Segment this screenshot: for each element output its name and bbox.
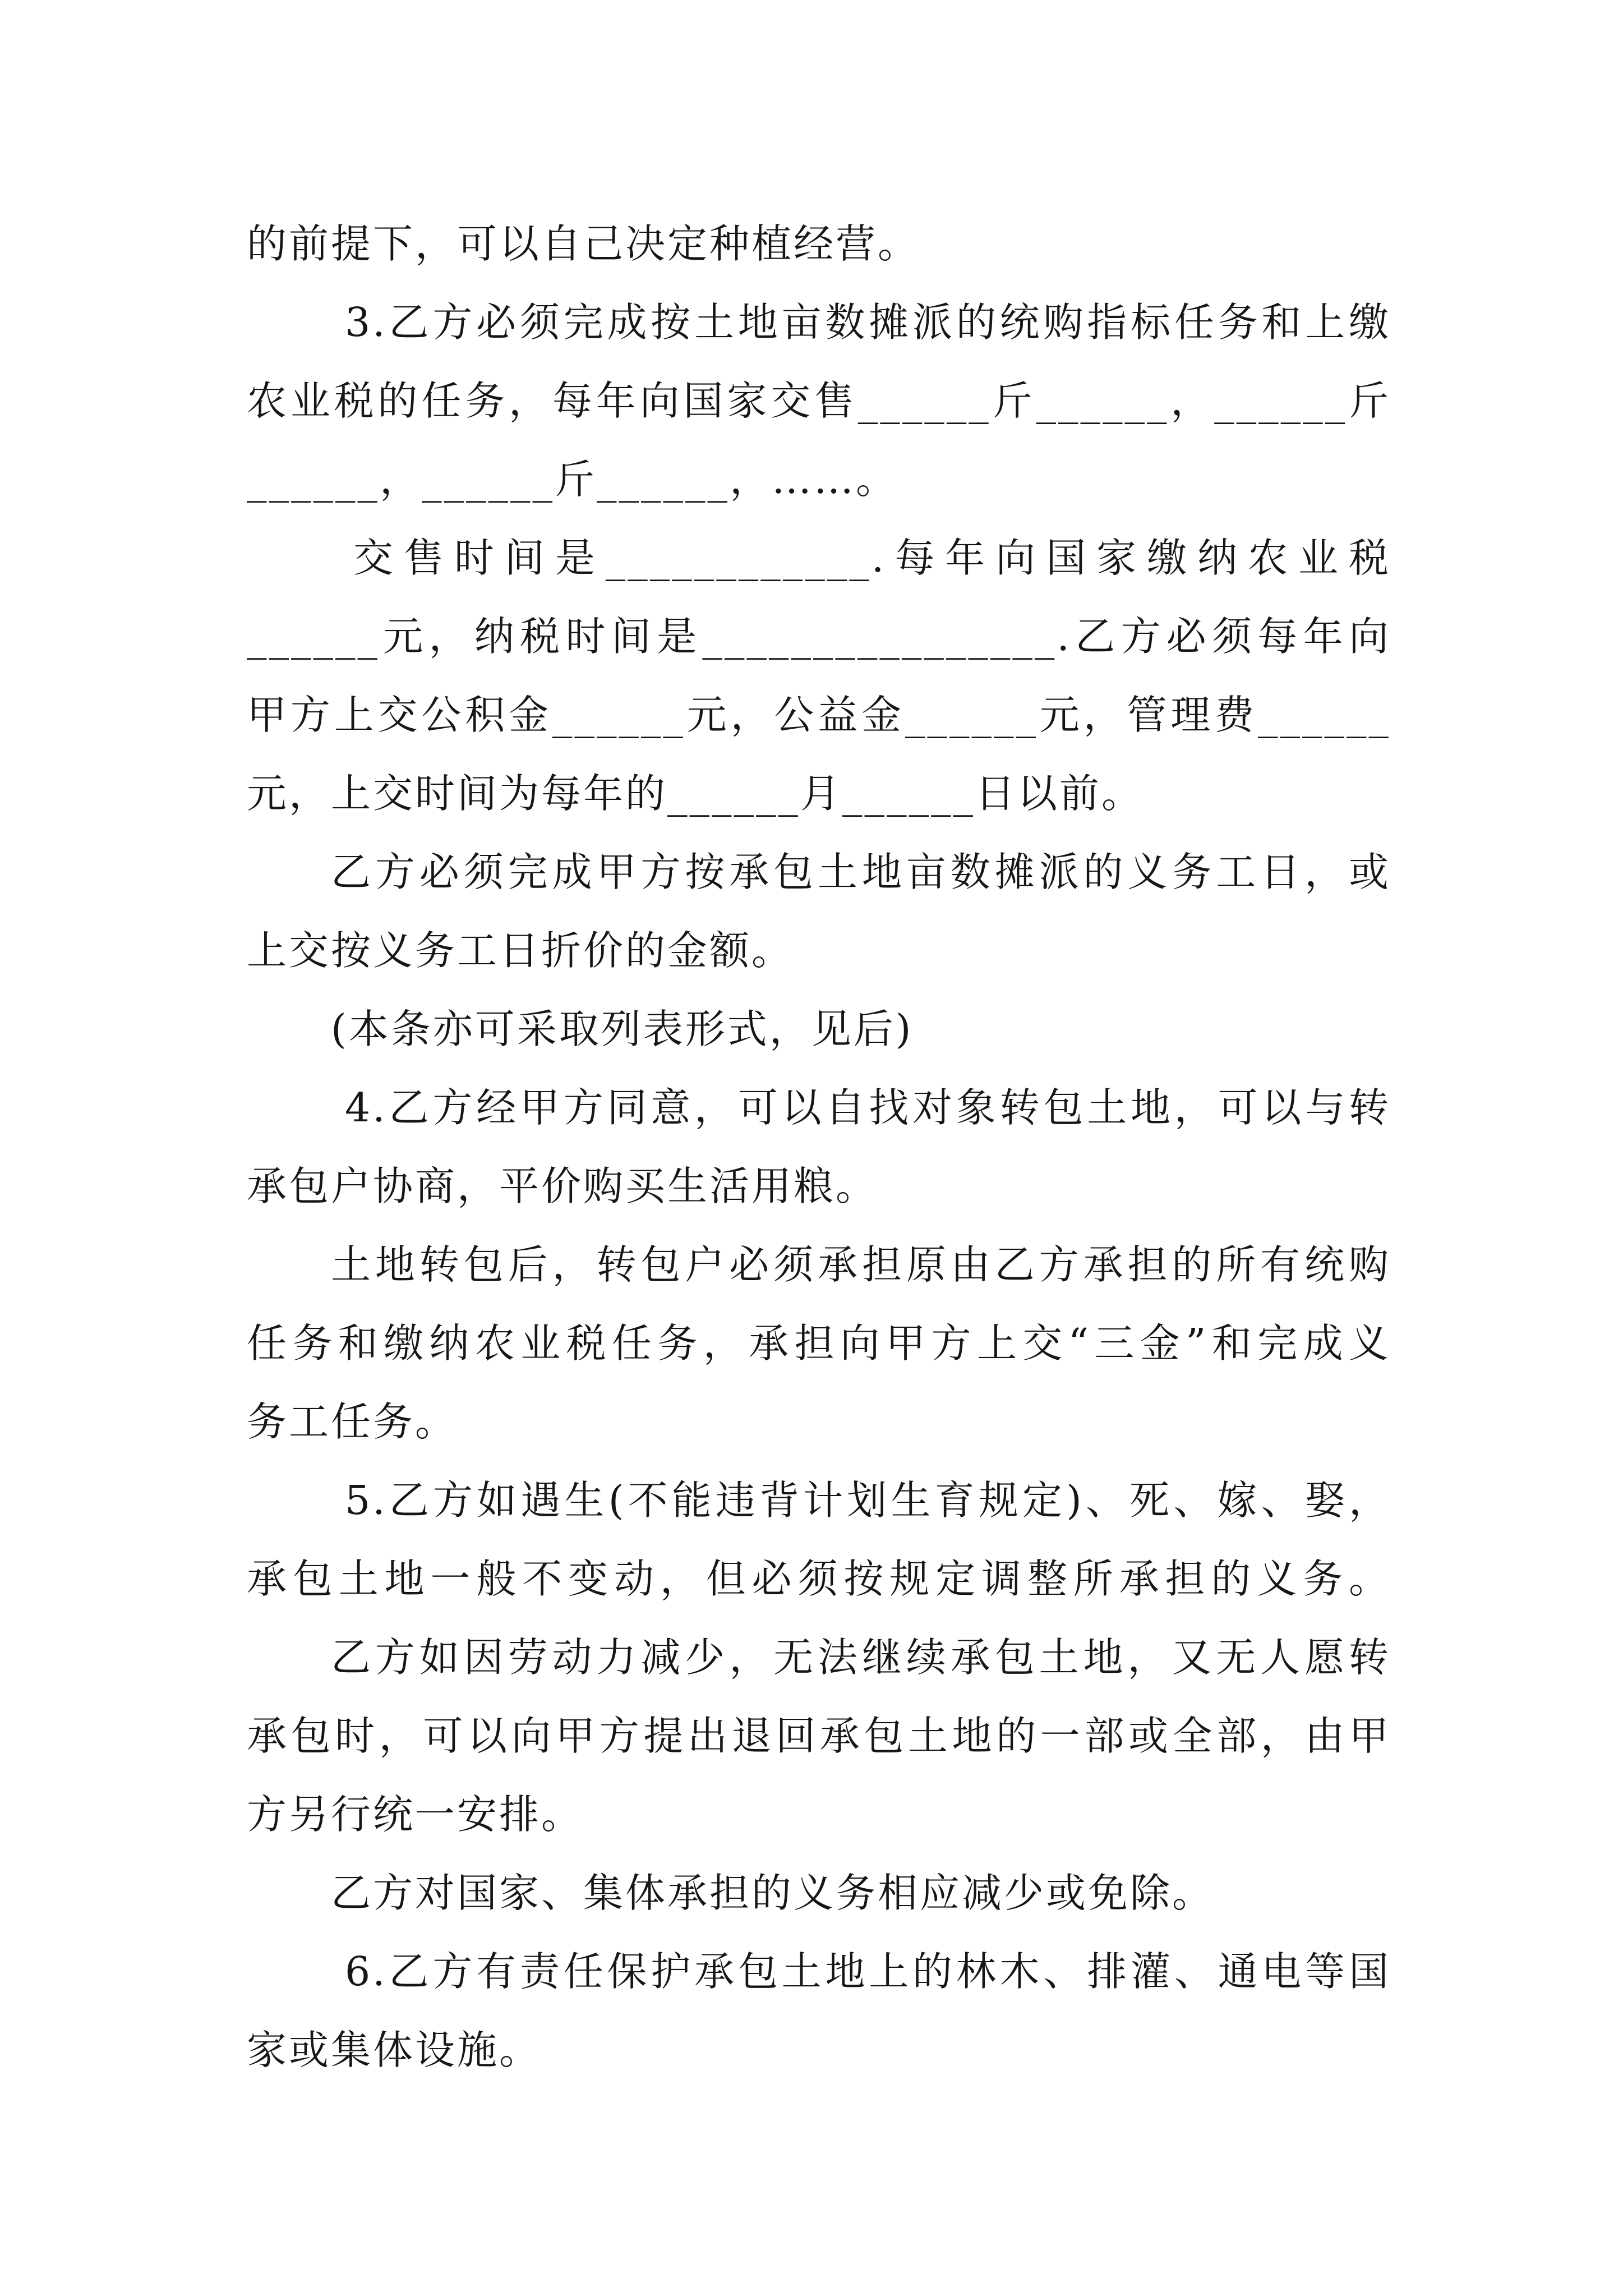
text-line: 交售时间是____________.每年向国家缴纳农业税 xyxy=(353,535,1391,581)
text-line: 任务和缴纳农业税任务，承担向甲方上交“三金”和完成义 xyxy=(247,1320,1391,1366)
text-line: 乙方如因劳动力减少，无法继续承包土地，又无人愿转 xyxy=(331,1634,1391,1681)
text-line: 务工任务。 xyxy=(247,1398,458,1445)
text-line: 4.乙方经甲方同意，可以自找对象转包土地，可以与转 xyxy=(345,1084,1391,1131)
text-line: 甲方上交公积金______元，公益金______元，管理费______ xyxy=(247,692,1391,738)
text-line: 6.乙方有责任保护承包土地上的林木、排灌、通电等国 xyxy=(345,1948,1391,1995)
text-line: 承包户协商，平价购买生活用粮。 xyxy=(247,1163,878,1209)
text-line: 承包土地一般不变动，但必须按规定调整所承担的义务。 xyxy=(247,1556,1391,1602)
text-line: 乙方对国家、集体承担的义务相应减少或免除。 xyxy=(331,1870,1215,1916)
text-line: 5.乙方如遇生(不能违背计划生育规定)、死、嫁、娶， xyxy=(345,1477,1391,1524)
text-line: 方另行统一安排。 xyxy=(247,1791,584,1838)
text-line: 承包时，可以向甲方提出退回承包土地的一部或全部，由甲 xyxy=(247,1713,1391,1759)
text-line: 3.乙方必须完成按土地亩数摊派的统购指标任务和上缴 xyxy=(345,299,1391,346)
text-line: (本条亦可采取列表形式，见后) xyxy=(331,1006,914,1052)
text-line: 土地转包后，转包户必须承担原由乙方承担的所有统购 xyxy=(331,1241,1391,1288)
text-line: ______元，纳税时间是________________.乙方必须每年向 xyxy=(247,613,1391,660)
text-line: ______，______斤______，……。 xyxy=(247,456,898,503)
text-line: 元，上交时间为每年的______月______日以前。 xyxy=(247,770,1144,817)
text-line: 农业税的任务，每年向国家交售______斤______，______斤 xyxy=(247,378,1391,424)
text-line: 的前提下，可以自己决定种植经营。 xyxy=(247,220,920,267)
text-line: 乙方必须完成甲方按承包土地亩数摊派的义务工日，或 xyxy=(331,849,1391,895)
text-line: 上交按义务工日折价的金额。 xyxy=(247,927,794,974)
text-line: 家或集体设施。 xyxy=(247,2027,542,2073)
